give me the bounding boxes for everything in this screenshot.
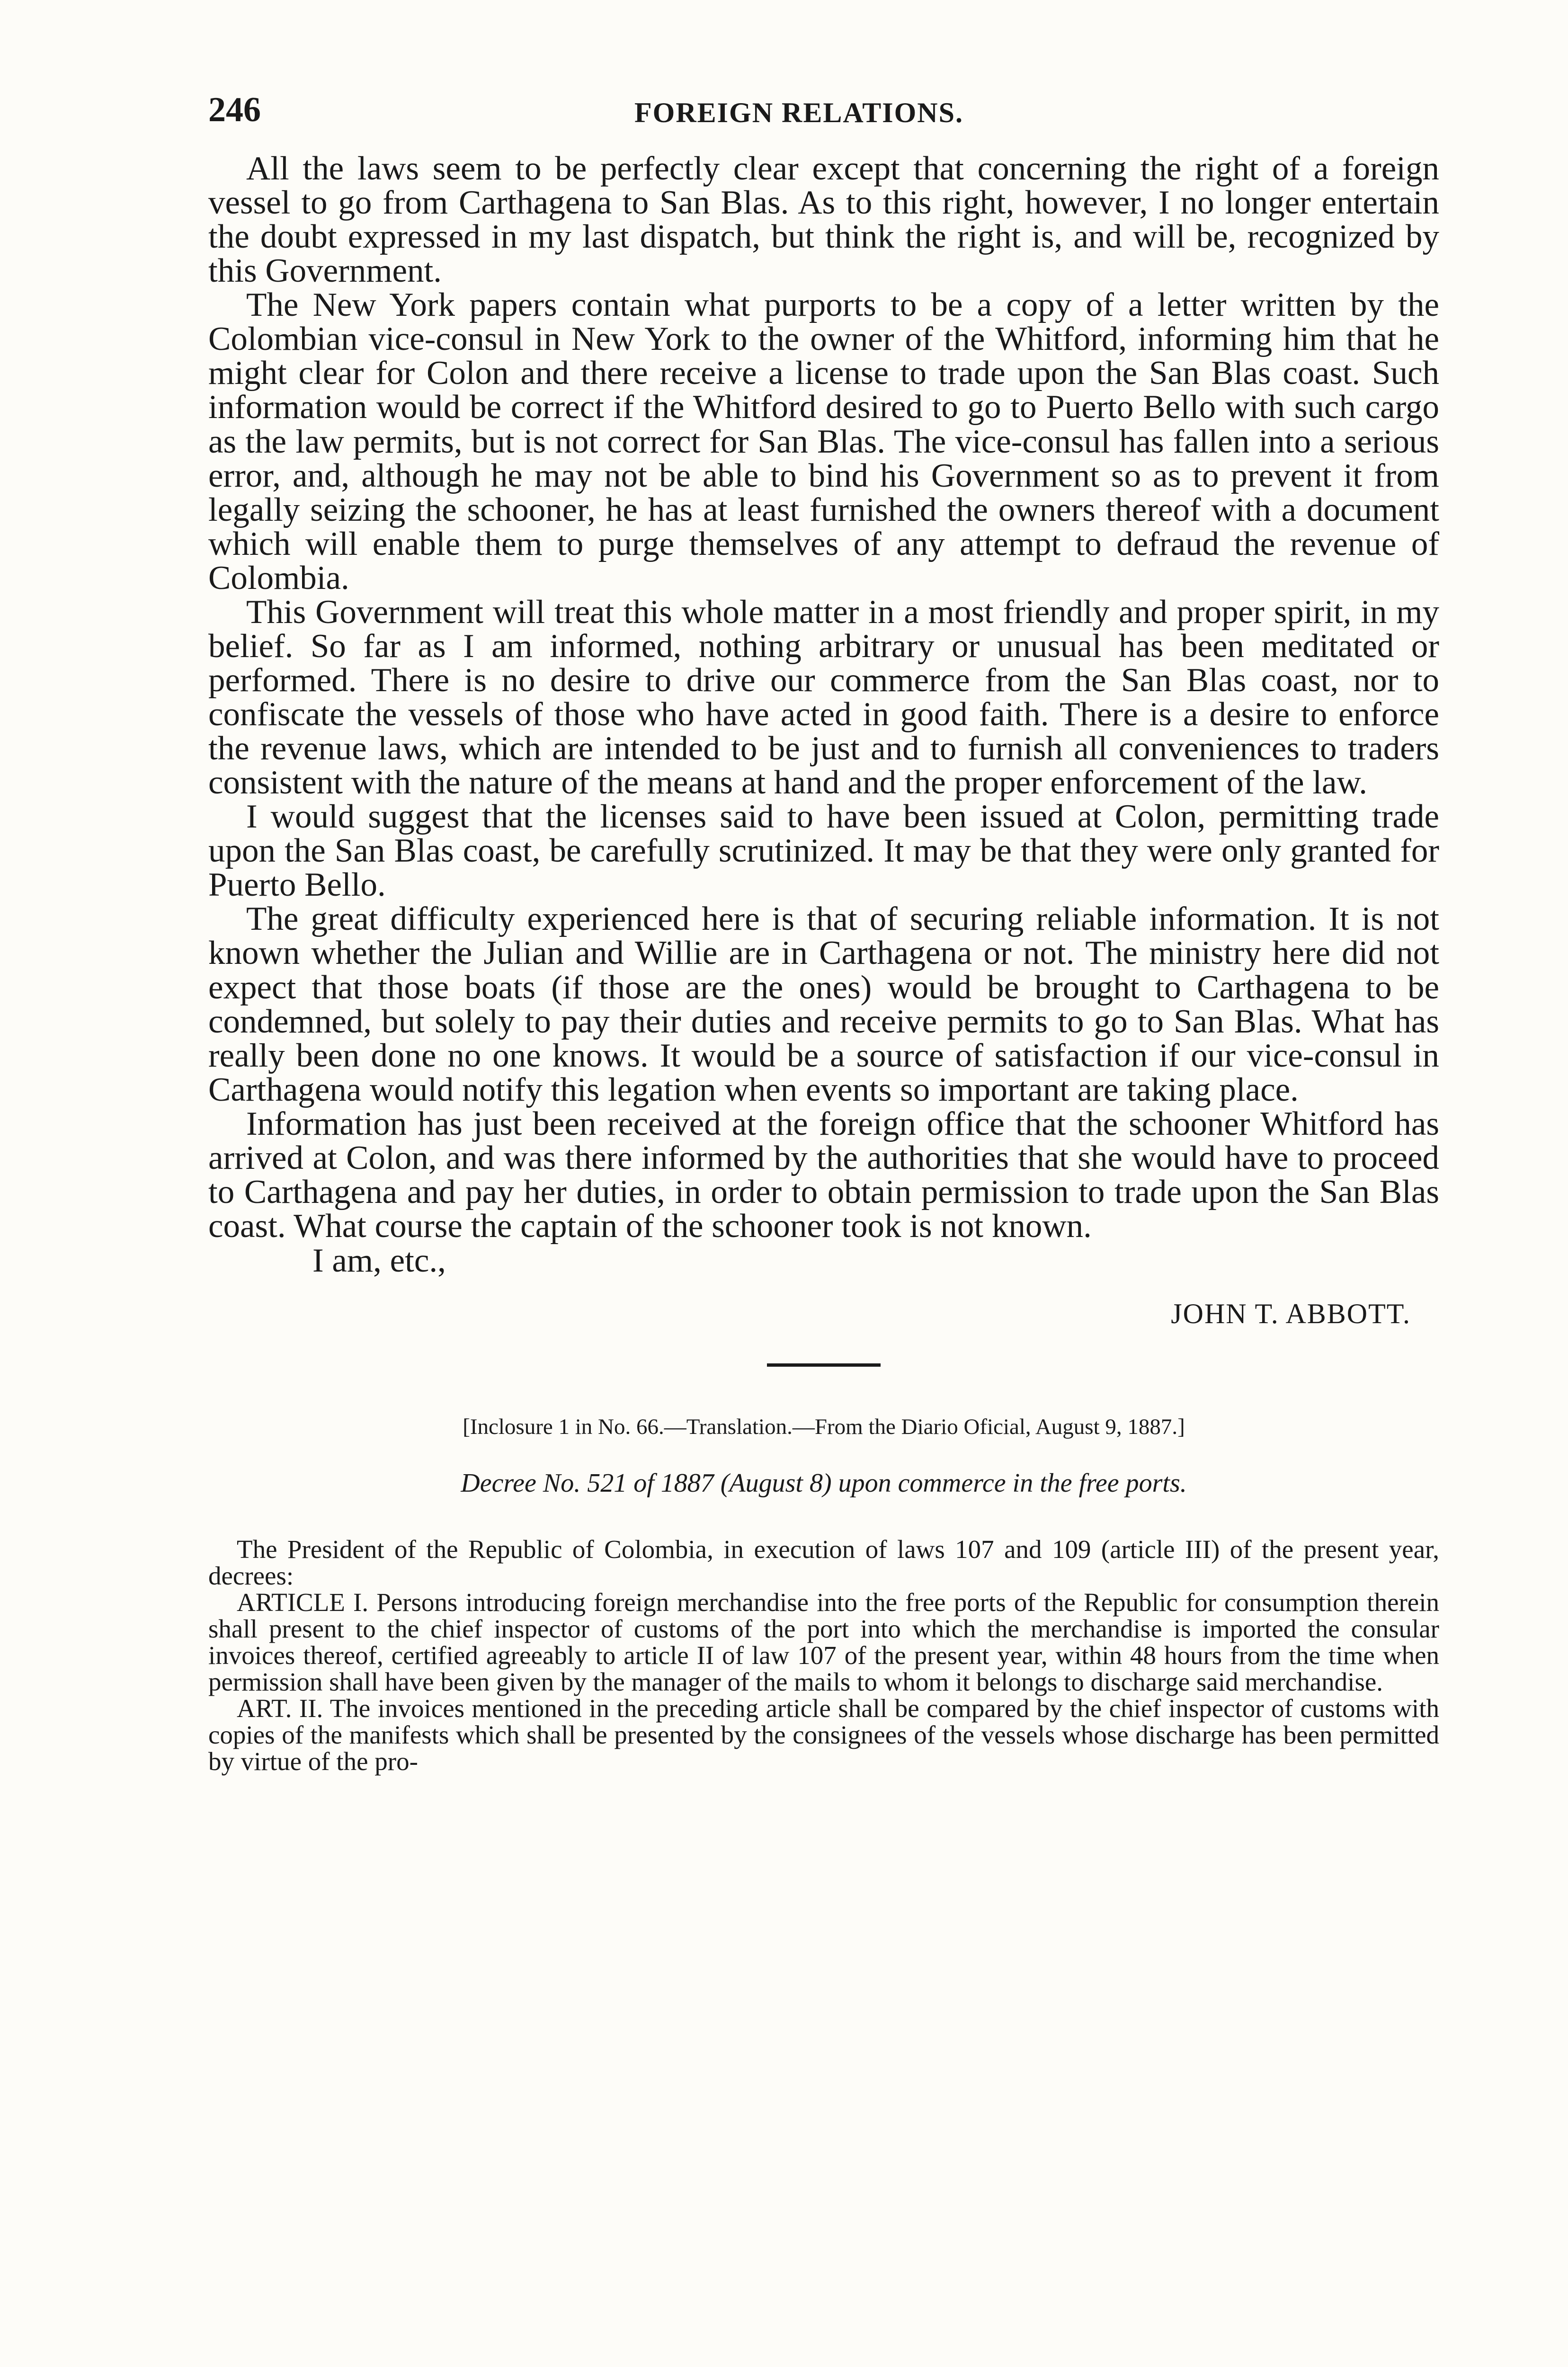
letter-body bbox=[208, 151, 1439, 1330]
letter-paragraph-4: I would suggest that the licenses said to have been issued at Colon, permitting trade upon the San Blas coast, be carefully scrutinized. It may be that they were only granted for Puerto Bello. bbox=[208, 798, 1439, 904]
page-number: 246 bbox=[208, 90, 261, 129]
inclosure-note: [Inclosure 1 in No. 66.—Translation.—From the Diario Oficial, August 9, 1887.] bbox=[463, 1414, 1185, 1439]
letter-paragraph-6: Information has just been received at the foreign office that the schooner Whitford has arrived at Colon, and was there informed by the authorities that she would have to proceed to Carthagena and pay her duties, in order to obtain permission to trade upon the San Blas coast. What course the captain of the schooner took is not known. bbox=[208, 1105, 1439, 1245]
letter-signature: JOHN T. ABBOTT. bbox=[1171, 1298, 1411, 1329]
document-page bbox=[208, 90, 1439, 1775]
letter-paragraph-2: The New York papers contain what purports to be a copy of a letter written by the Colombian vice-consul in New York to the owner of the Whitford, informing him that he might clear for Colon and there receive a license to trade upon the San Blas coast. Such information would be correct if the Whitford desired to go to Puerto Bello with such cargo as the law permits, but is not correct for San Blas. The vice-consul has fallen into a serious error, and, although he may not be able to bind his Government so as to prevent it from legally seizing the schooner, he has at least furnished the owners thereof with a document which will enable them to purge themselves of any attempt to defraud the revenue of Colombia. bbox=[208, 286, 1439, 596]
running-head: FOREIGN RELATIONS. bbox=[634, 97, 964, 128]
section-divider bbox=[767, 1363, 881, 1367]
page-header bbox=[208, 90, 1439, 151]
letter-paragraph-5: The great difficulty experienced here is that of securing reliable information. It is not known whether the Julian and Willie are in Carthagena or not. The ministry here did not expect that those boats (if those are the ones) would be brought to Carthagena to be condemned, but solely to pay their duties and receive permits to go to San Blas. What has really been done no one knows. It would be a source of satisfaction if our vice-consul in Carthagena would notify this legation when events so important are taking place. bbox=[208, 900, 1439, 1108]
letter-paragraph-1: All the laws seem to be perfectly clear except that concerning the right of a foreign vessel to go from Carthagena to San Blas. As to this right, however, I no longer entertain the doubt expressed in my last dispatch, but think the right is, and will be, recognized by this Government. bbox=[208, 150, 1439, 290]
decree-title: Decree No. 521 of 1887 (August 8) upon commerce in the free ports. bbox=[461, 1468, 1187, 1498]
letter-paragraph-3: This Government will treat this whole matter in a most friendly and proper spirit, in my belief. So far as I am informed, nothing arbitrary or unusual has been meditated or performed. There is no desire to drive our commerce from the San Blas coast, nor to confiscate the vessels of those who have acted in good faith. There is a desire to enforce the revenue laws, which are intended to be just and to furnish all conveniences to traders consistent with the nature of the means at hand and the proper enforcement of the law. bbox=[208, 593, 1439, 801]
decree-article-2: ART. II. The invoices mentioned in the preceding article shall be compared by the chief inspector of customs with copies of the manifests which shall be presented by the consignees of the vessels whose discharge has been permitted by virtue of the pro- bbox=[208, 1694, 1439, 1776]
decree-preamble: The President of the Republic of Colombia, in execution of laws 107 and 109 (article III) of the present year, decrees: bbox=[208, 1534, 1439, 1590]
letter-closing: I am, etc., bbox=[312, 1242, 446, 1279]
decree-article-1: ARTICLE I. Persons introducing foreign merchandise into the free ports of the Republic for consumption therein shall present to the chief inspector of customs of the port into which the merchandise is imported the consular invoices thereof, certified agreeably to article II of law 107 of the present year, within 48 hours from the time when permission shall have been given by the manager of the mails to whom it belongs to discharge said merchandise. bbox=[208, 1587, 1439, 1697]
inclosure-section bbox=[208, 1414, 1439, 1775]
